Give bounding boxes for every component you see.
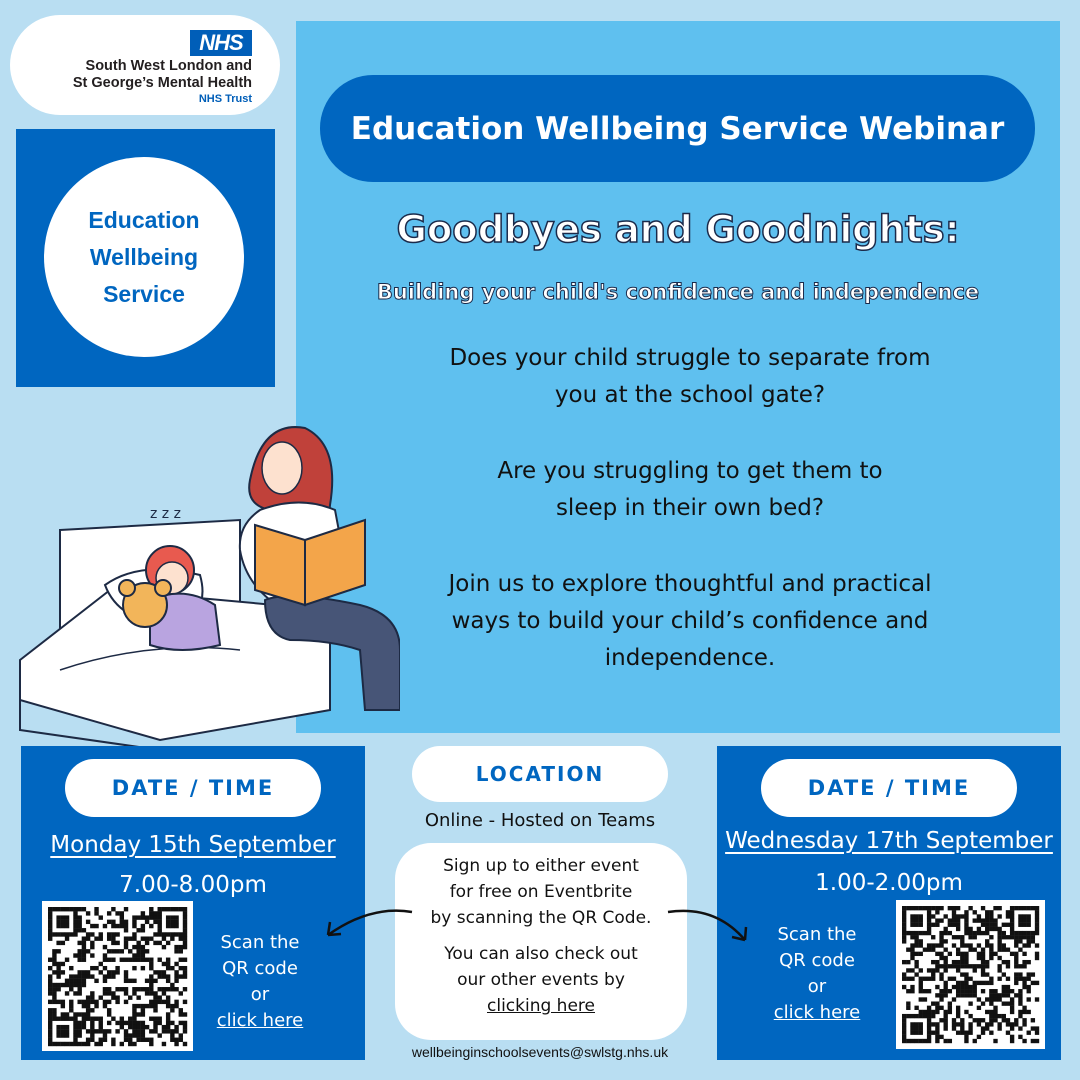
event2-scan-line1: Scan the (777, 924, 857, 945)
other-events-line1: You can also check out (444, 944, 638, 964)
sleep-zzz-text: z z z (150, 506, 181, 522)
join-invitation (380, 566, 1000, 677)
other-events-link[interactable]: clicking here (487, 996, 595, 1016)
question-separation-line1: Does your child struggle to separate from (449, 345, 931, 371)
join-invitation-line2: ways to build your child’s confidence and (451, 608, 929, 634)
event1-qr-code[interactable] (42, 901, 193, 1051)
event1-time: 7.00-8.00pm (119, 872, 267, 898)
question-separation (380, 340, 1000, 414)
trust-name (38, 58, 252, 92)
event2-scan-line2: QR code (779, 950, 855, 971)
service-badge-line1: Education (88, 206, 200, 233)
event2-qr-code[interactable] (896, 900, 1045, 1049)
nhs-badge: NHS (190, 30, 252, 56)
location-value: Online - Hosted on Teams (424, 810, 656, 831)
service-badge-line2: Wellbeing (89, 243, 199, 270)
signup-line1: Sign up to either event (443, 856, 639, 876)
join-invitation-line3: independence. (604, 645, 776, 671)
event1-click-here-link[interactable]: click here (216, 1010, 304, 1031)
signup-line3: by scanning the QR Code. (430, 908, 652, 928)
service-badge-box (16, 129, 275, 387)
trust-subtitle: NHS Trust (198, 93, 252, 105)
event2-time: 1.00-2.00pm (815, 870, 963, 896)
signup-info-box (395, 843, 687, 1040)
event1-scan-line2: QR code (222, 958, 298, 979)
service-badge-line3: Service (103, 280, 185, 307)
event2-date-label: DATE / TIME (761, 759, 1017, 817)
location-label: LOCATION (412, 746, 668, 802)
trust-name-line1: South West London and (85, 58, 252, 74)
event2-scan-instructions (757, 922, 877, 1026)
question-separation-line2: you at the school gate? (554, 382, 826, 408)
question-sleep-line1: Are you struggling to get them to (497, 458, 883, 484)
service-badge (44, 157, 244, 357)
subheadline: Building your child's confidence and independence (376, 280, 980, 304)
headline: Goodbyes and Goodnights: (396, 208, 960, 251)
event1-date-label: DATE / TIME (65, 759, 321, 817)
webinar-title: Education Wellbeing Service Webinar (320, 75, 1035, 182)
other-events-line2: our other events by (457, 970, 625, 990)
join-invitation-line1: Join us to explore thoughtful and practical (448, 571, 932, 597)
trust-name-line2: St George’s Mental Health (72, 75, 252, 91)
mother-reading-bedtime-story-illustration (0, 410, 400, 750)
question-sleep-line2: sleep in their own bed? (555, 495, 825, 521)
event1-scan-line1: Scan the (220, 932, 300, 953)
event1-date: Monday 15th September (50, 832, 336, 858)
signup-line2: for free on Eventbrite (449, 882, 633, 902)
question-sleep (380, 453, 1000, 527)
event2-scan-line3: or (807, 976, 827, 997)
event2-date: Wednesday 17th September (725, 828, 1053, 854)
event1-scan-instructions (200, 930, 320, 1034)
event1-scan-line3: or (250, 984, 270, 1005)
contact-email[interactable]: wellbeinginschoolsevents@swlstg.nhs.uk (411, 1044, 669, 1060)
event2-click-here-link[interactable]: click here (773, 1002, 861, 1023)
